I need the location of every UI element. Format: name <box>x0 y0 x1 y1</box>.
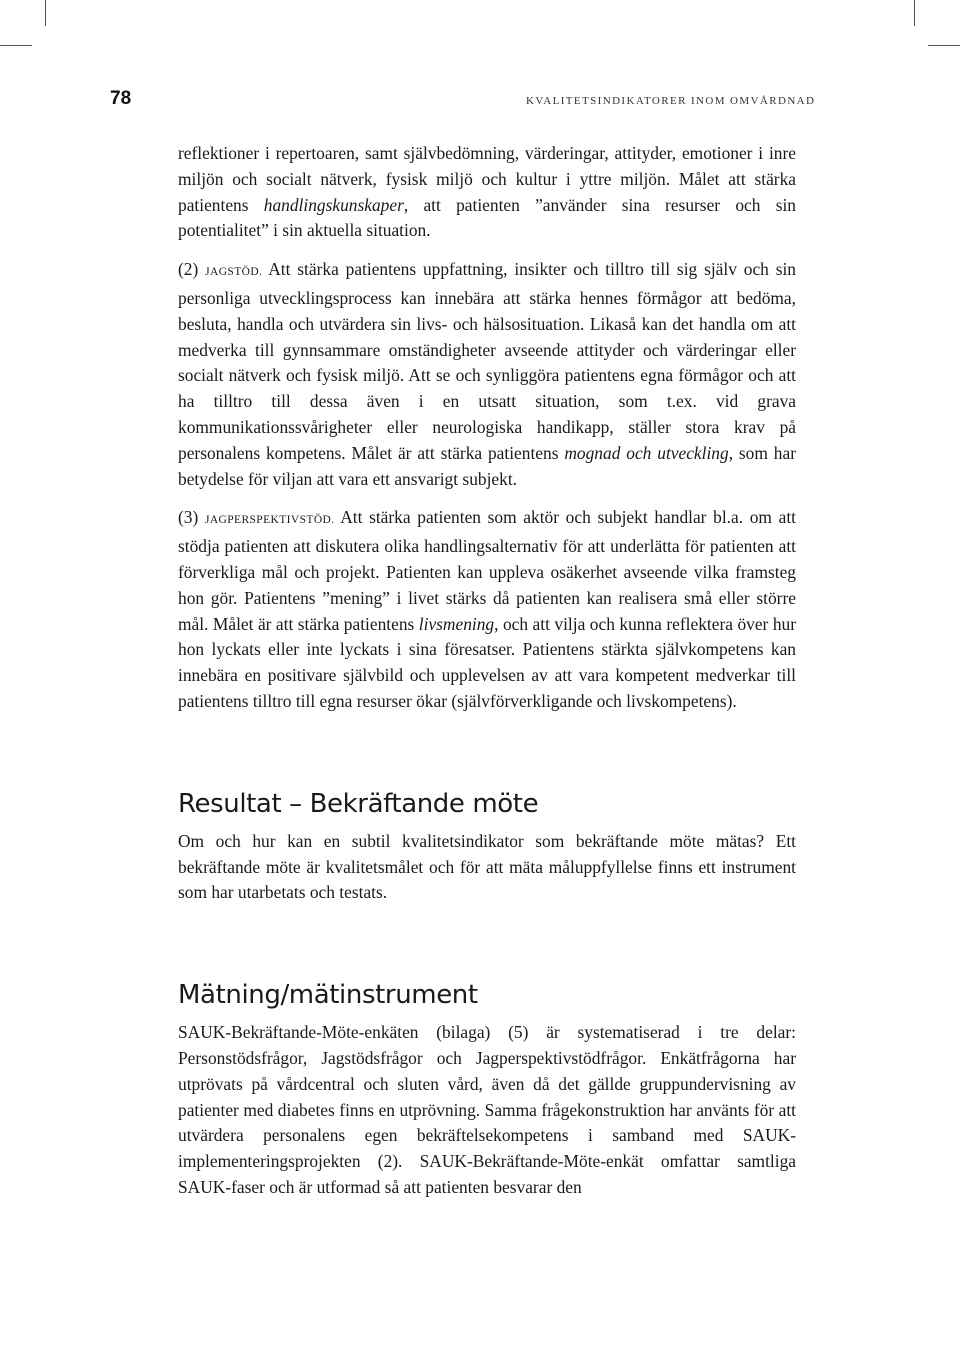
paragraph-text: reflektioner i repertoaren, samt självbedömning, värderingar, attityder, emotioner i inre miljön och socialt nätverk, fysisk miljö och kultur i yttre miljön. Målet att stärka patientens <box>178 143 796 215</box>
paragraph-text: Att stärka patientens uppfattning, insikter och tilltro till sig själv och sin personliga utvecklingsprocess kan innebära att stärka hennes förmågor att bedöma, besluta, handla och utvärdera sin livs- och hälsosituation. Likaså kan det handla om att medverka till gynnsammare omständigheter avseende attityder och värderingar eller socialt nätverk och fysisk miljö. Att se och synliggöra patientens egna förmågor och att ha tilltro till dessa även i en utsatt situation, som t.ex. vid grava kommunikationssvårigheter eller neurologiska handikapp, ställer stora krav på personalens kompetens. Målet är att stärka patientens <box>178 259 796 463</box>
paragraph-measurement: SAUK-Bekräftande-Möte-enkäten (bilaga) (5) är systematiserad i tre delar: Personstödsfrågor, Jagstödsfrågor och Jagperspektivstödfrågor. Enkätfrågorna har utprövats på vårdcentral och sluten vård, även då det gällde gruppundervisning av patienter med diabetes finns en utprövning. Samma frågekonstruktion har använts för att utvärdera personalens egen bekräftelsekompetens i samband med SAUK-implementeringsprojekten (2). SAUK-Bekräftande-Möte-enkät omfattar samtliga SAUK-faser och är utformad så att patienten besvarar den <box>178 1022 796 1197</box>
item-number: (2) <box>178 259 199 280</box>
emphasis-handlingskunskaper: handlingskunskaper <box>263 194 404 215</box>
running-title: KVALITETSINDIKATORER INOM OMVÅRDNAD <box>526 95 816 107</box>
emphasis-mognad: mognad och utveckling <box>564 442 729 463</box>
crop-mark-right <box>928 45 960 46</box>
crop-mark-top-right <box>914 0 915 26</box>
paragraph-jagstod <box>178 257 796 492</box>
section-heading-result: Resultat – Bekräftande möte <box>178 788 539 819</box>
page-number: 78 <box>110 88 132 109</box>
emphasis-livsmening: livsmening <box>418 613 495 634</box>
paragraph-text: , och att vilja och kunna reflektera över hur hon lyckats eller inte lyckats i sina föresatser. Patientens stärkta självkompetens kan innebära en positivare självbild och upplevelsen av att vara kompetent medverkar till patientens tilltro till egna resurser ökar (självförverkligande och livskompetens). <box>178 613 796 711</box>
item-label-jagstod: JAGSTÖD. <box>205 266 263 279</box>
paragraph-jagperspektivstod <box>178 505 796 714</box>
item-number: (3) <box>178 507 199 528</box>
paragraph-text: , som har betydelse för viljan att vara ett ansvarigt subjekt. <box>178 442 796 489</box>
item-label-jagperspektivstod: JAGPERSPEKTIVSTÖD. <box>204 514 335 527</box>
paragraph-reflections <box>178 141 796 244</box>
crop-mark-top-left <box>45 0 46 26</box>
paragraph-text: Att stärka patienten som aktör och subjekt handlar bl.a. om att stödja patienten att diskutera olika handlingsalternativ för att underlätta för patienten att förverkliga mål och projekt. Patienten kan uppleva osäkerhet avseende vilka framsteg hon gör. Patientens ”mening” i livet stärks då patienten kan realisera små eller större mål. Målet är att stärka patientens <box>178 507 796 634</box>
crop-mark-left <box>0 45 32 46</box>
paragraph-text: , att patienten ”använder sina resurser och sin potentialitet” i sin aktuella situation. <box>178 194 796 241</box>
paragraph-result: Om och hur kan en subtil kvalitetsindikator som bekräftande möte mätas? Ett bekräftande möte är kvalitetsmålet och för att mäta måluppfyllelse finns ett instrument som har utarbetats och testats. <box>178 830 796 903</box>
page-body <box>178 141 796 1201</box>
section-heading-measurement: Mätning/mätinstrument <box>178 980 478 1011</box>
